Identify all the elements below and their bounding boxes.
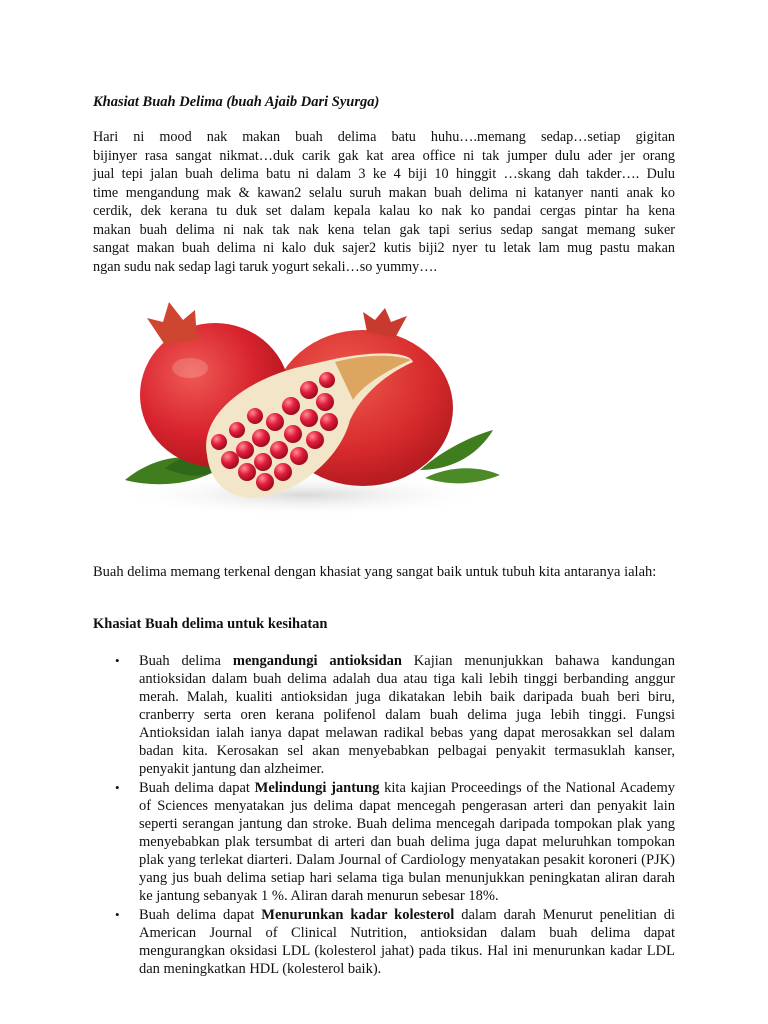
benefit-lead: Buah delima (139, 653, 233, 669)
section-heading: Khasiat Buah delima untuk kesihatan (93, 616, 328, 632)
intro-line: ngan sudu nak sedap lagi taruk yogurt sekali…so yummy…. (93, 258, 437, 275)
intro-line: bijinyer rasa sangat nikmat…duk carik gak kat area office ni tak jumper dulu ader jer orang (93, 147, 675, 164)
list-item (93, 779, 675, 905)
document-title: Khasiat Buah Delima (buah Ajaib Dari Syurga) (93, 94, 380, 110)
benefit-lead: Buah delima dapat (139, 907, 262, 923)
list-item (93, 652, 675, 778)
summary-paragraph: Buah delima memang terkenal dengan khasiat yang sangat baik untuk tubuh kita antaranya ialah: (93, 564, 657, 580)
intro-paragraph (93, 128, 675, 276)
intro-line: cerdik, dek kerana tu duk set dalam kepala kalau ko nak ko pandai cergas pintar ha kena (93, 203, 675, 219)
bullet-icon: • (115, 780, 120, 795)
pomegranate-image (95, 290, 515, 530)
intro-line: Hari ni mood nak makan buah delima batu huhu….memang sedap…setiap gigitan (93, 129, 675, 145)
benefit-text: Kajian menunjukkan bahawa kandungan antioksidan dalam buah delima adalah dua atau tiga kali lebih tinggi berbanding anggur merah. Malah, kualiti antioksidan juga dikatakan lebih baik daripada buah beri biru, cranberry serta oren kerana polifenol dalam buah delima juga lebih tinggi. Fungsi Antioksidan ialah ianya dapat melawan radikal bebas yang dapat merosakkan sel dalam badan kita. Kerosakan sel akan menyebabkan pelbagai penyakit termasuklah kanser, penyakit jantung dan alzheimer. (139, 653, 675, 777)
intro-line: makan buah delima ni nak tak nak kena telan gak tapi serius sedap sangat memang suker (93, 221, 675, 238)
benefit-lead: Buah delima dapat (139, 780, 255, 796)
benefit-keyphrase: Melindungi jantung (254, 780, 380, 796)
intro-line: sangat makan buah delima ni kalo duk sajer2 kutis biji2 nyer tu letak lam mug pastu makan (93, 240, 675, 256)
list-item (93, 906, 675, 978)
bullet-icon: • (115, 653, 120, 668)
benefit-text: dalam darah Menurut penelitian di American Journal of Clinical Nutrition, antioksidan dalam buah delima dapat mengurangkan oksidasi LDL (kolesterol jahat) pada tikus. Hal ini menurunkan kadar LDL dan meningkatkan HDL (kolesterol baik). (139, 907, 675, 977)
bullet-icon: • (115, 907, 120, 922)
benefit-text: kita kajian Proceedings of the National Academy of Sciences menyatakan jus delima dapat mencegah pengerasan arteri dan penyakit lain seperti serangan jantung dan stroke. Buah delima mencegah daripada tompokan plak yang menyebabkan plak tersumbat di arteri dan buah delima juga dapat meluruhkan tompokan plak yang terlekat diarteri. Dalam Journal of Cardiology menyatakan pesakit koroneri (PJK) yang jus buah delima setiap hari selama tiga bulan menunjukkan peningkatan aliran darah ke jantung sebanyak 1 %. Aliran darah menurun sebesar 18%. (139, 780, 676, 904)
benefit-keyphrase: mengandungi antioksidan (232, 653, 402, 669)
benefit-keyphrase: Menurunkan kadar kolesterol (261, 907, 455, 923)
intro-line: jual tepi jalan buah delima batu ni dalam 3 ke 4 biji 10 hinggit …skang dah takder…. Dulu (93, 166, 675, 182)
benefits-list (93, 652, 675, 979)
intro-line: time mengandung mak & kawan2 selalu suruh makan buah delima ni katanyer nanti anak ko (93, 184, 675, 201)
